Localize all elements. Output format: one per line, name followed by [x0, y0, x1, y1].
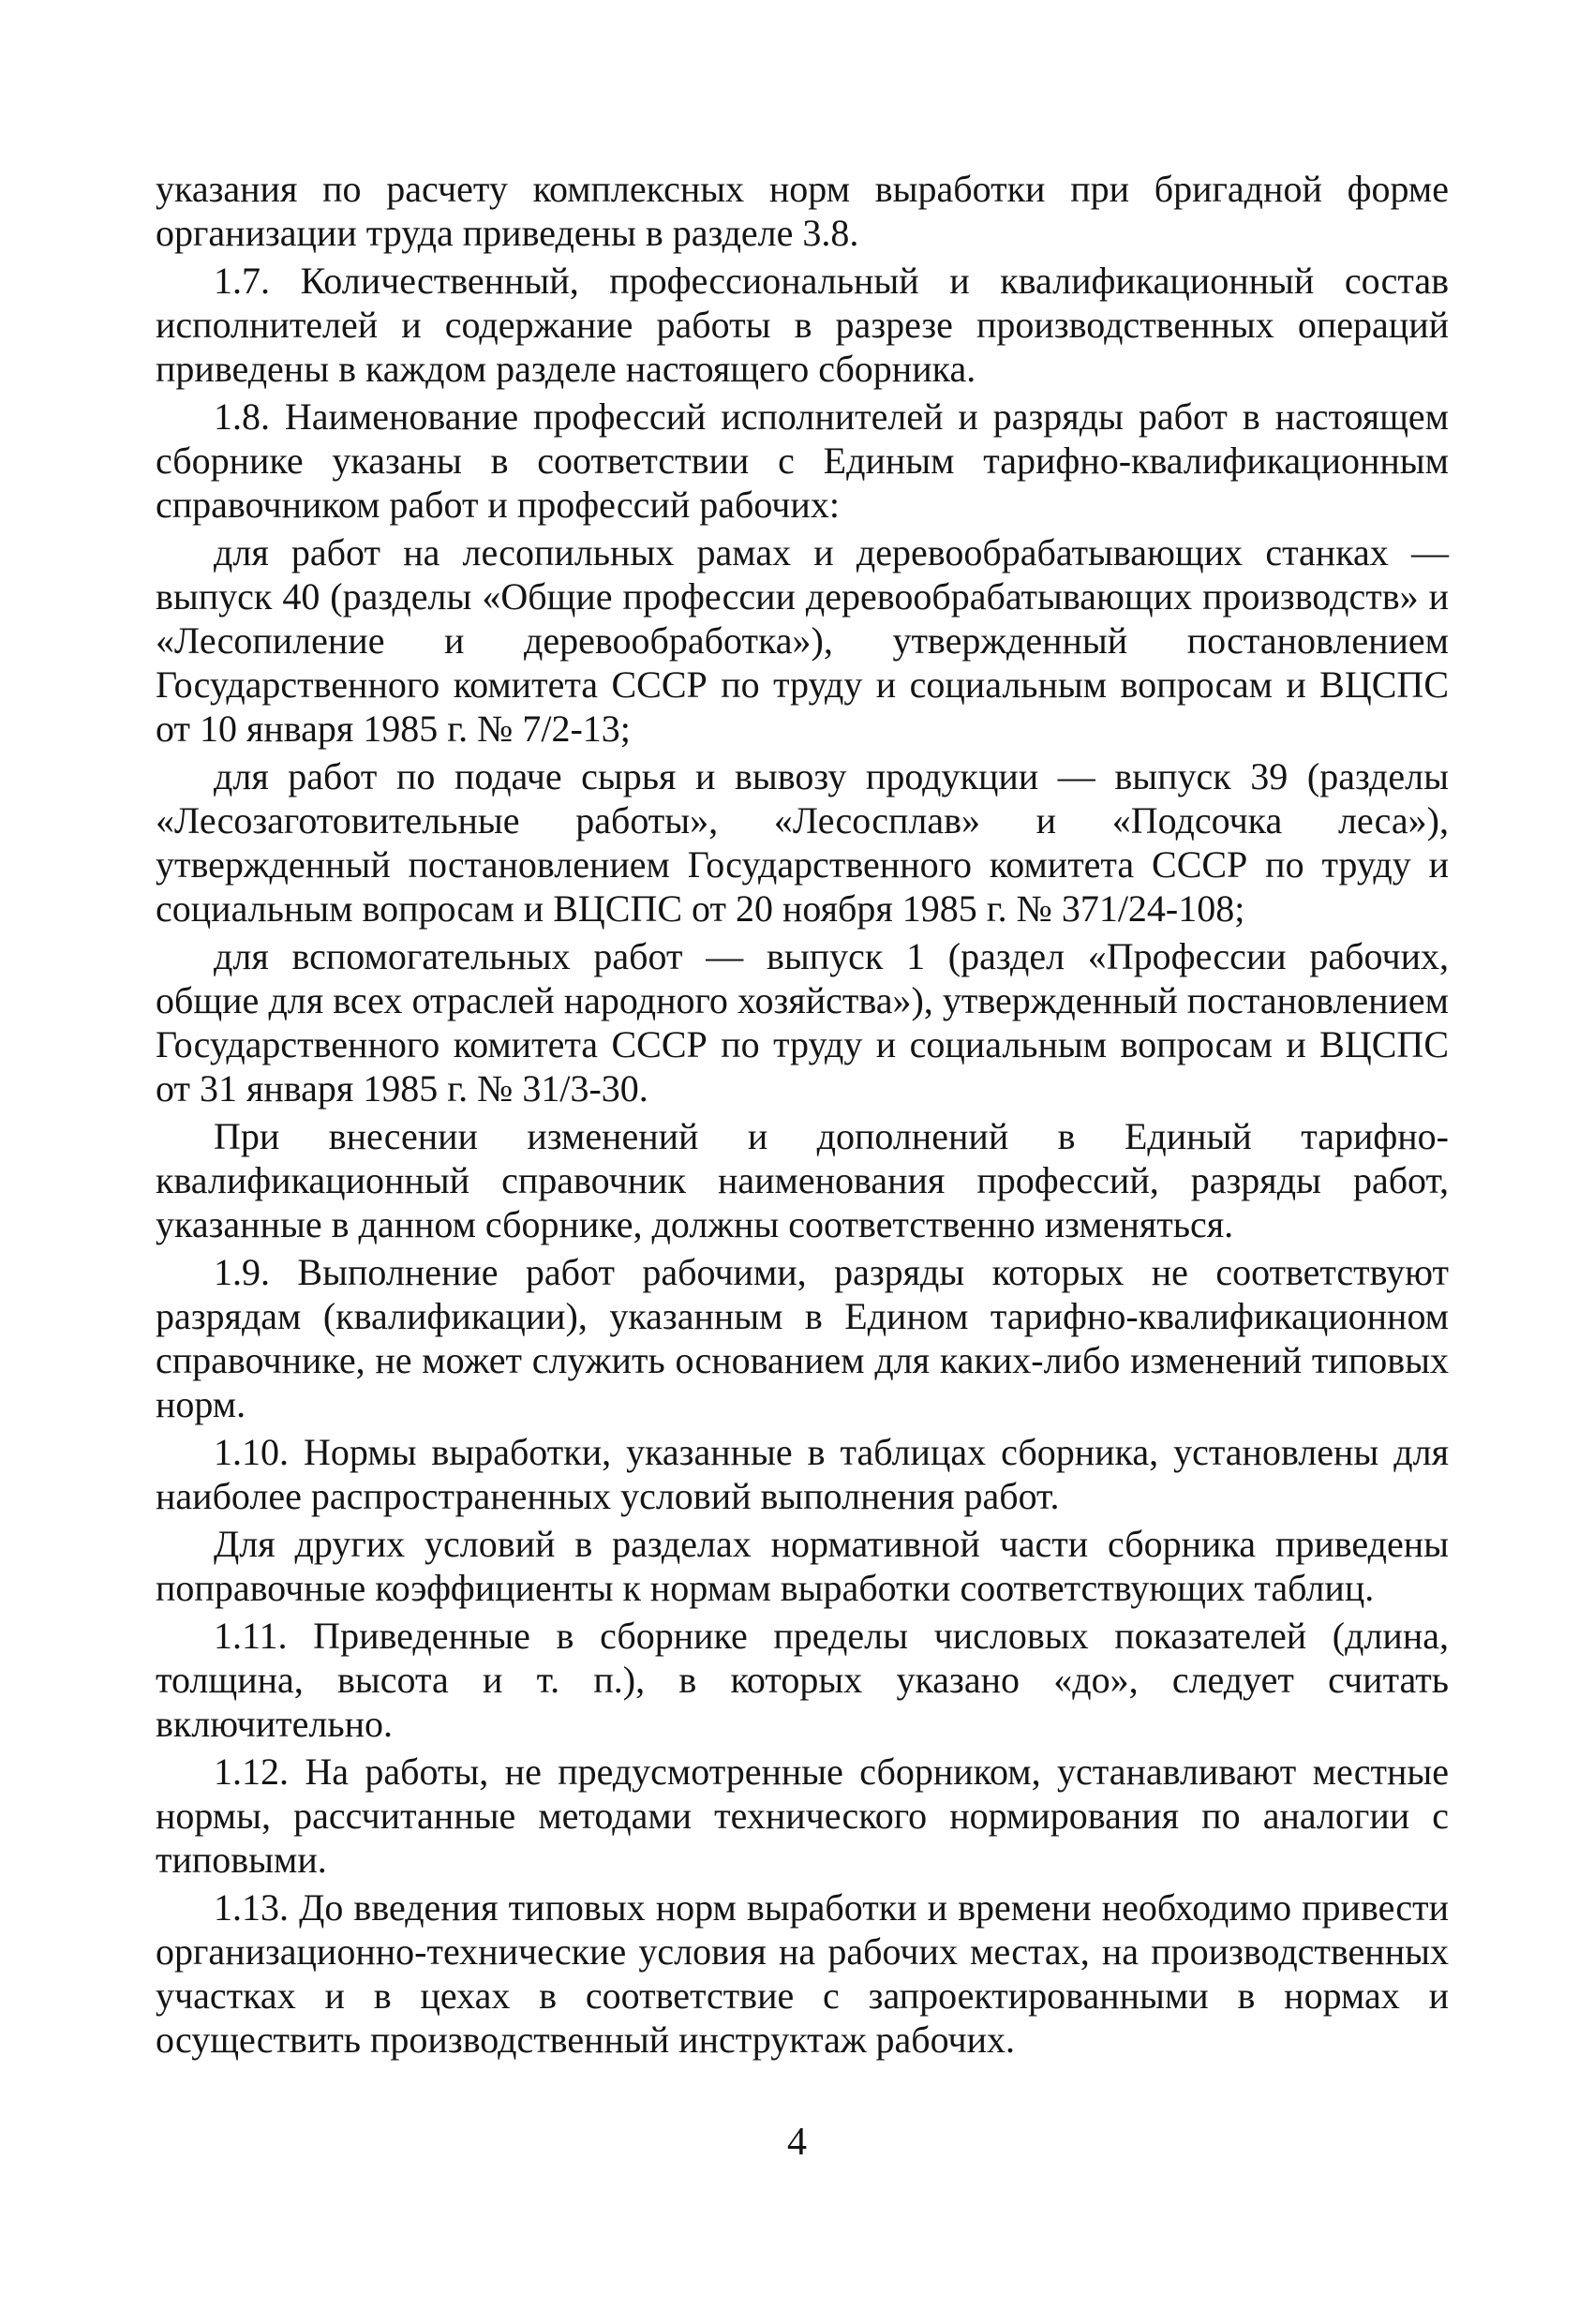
page-number: 4: [787, 2121, 807, 2164]
paragraph-issue-1: для вспомогательных работ — выпуск 1 (раздел «Профессии рабочих, общие для всех отраслей народного хозяйства»), утвержденный постановлением Государственного комитета СССР по труду и социальным вопросам и ВЦСПС от 31 января 1985 г. № 31/3-30.: [156, 935, 1449, 1110]
paragraph-1-13: 1.13. До введения типовых норм выработки и времени необходимо привести организационно-технические условия на рабочих местах, на производственных участках и в цехах в соответствие с запроектированными в нормах и осуществить производственный инструктаж рабочих.: [156, 1886, 1449, 2061]
paragraph-1-12: 1.12. На работы, не предусмотренные сборником, устанавливают местные нормы, рассчитанные методами технического нормирования по аналогии с типовыми.: [156, 1750, 1449, 1881]
paragraph-1-10: 1.10. Нормы выработки, указанные в таблицах сборника, установлены для наиболее распространенных условий выполнения работ.: [156, 1431, 1449, 1517]
paragraph-continuation: указания по расчету комплексных норм выработки при бригадной форме организации труда приведены в разделе 3.8.: [156, 168, 1449, 254]
paragraph-1-7: 1.7. Количественный, профессиональный и квалификационный состав исполнителей и содержание работы в разрезе производственных операций приведены в каждом разделе настоящего сборника.: [156, 260, 1449, 390]
paragraph-1-8: 1.8. Наименование профессий исполнителей и разряды работ в настоящем сборнике указаны в соответствии с Единым тарифно-квалификационным справочником работ и профессий рабочих:: [156, 395, 1449, 526]
body-text: [156, 167, 1449, 2065]
paragraph-changes: При внесении изменений и дополнений в Единый тарифно-квалификационный справочник наименования профессий, разряды работ, указанные в данном сборнике, должны соответственно изменяться.: [156, 1115, 1449, 1245]
paragraph-1-9: 1.9. Выполнение работ рабочими, разряды которых не соответствуют разрядам (квалификации), указанным в Едином тарифно-квалификационном справочнике, не может служить основанием для каких-либо изменений типовых норм.: [156, 1251, 1449, 1425]
paragraph-1-11: 1.11. Приведенные в сборнике пределы числовых показателей (длина, толщина, высота и т. п.), в которых указано «до», следует считать включительно.: [156, 1615, 1449, 1745]
paragraph-issue-40: для работ на лесопильных рамах и деревообрабатывающих станках — выпуск 40 (разделы «Общие профессии деревообрабатывающих производств» и «Лесопиление и деревообработка»), утвержденный постановлением Государственного комитета СССР по труду и социальным вопросам и ВЦСПС от 10 января 1985 г. № 7/2-13;: [156, 531, 1449, 750]
paragraph-issue-39: для работ по подаче сырья и вывозу продукции — выпуск 39 (разделы «Лесозаготовительные работы», «Лесосплав» и «Подсочка леса»), утвержденный постановлением Государственного комитета СССР по труду и социальным вопросам и ВЦСПС от 20 ноября 1985 г. № 371/24-108;: [156, 755, 1449, 930]
paragraph-other-conditions: Для других условий в разделах нормативной части сборника приведены поправочные коэффициенты к нормам выработки соответствующих таблиц.: [156, 1523, 1449, 1609]
